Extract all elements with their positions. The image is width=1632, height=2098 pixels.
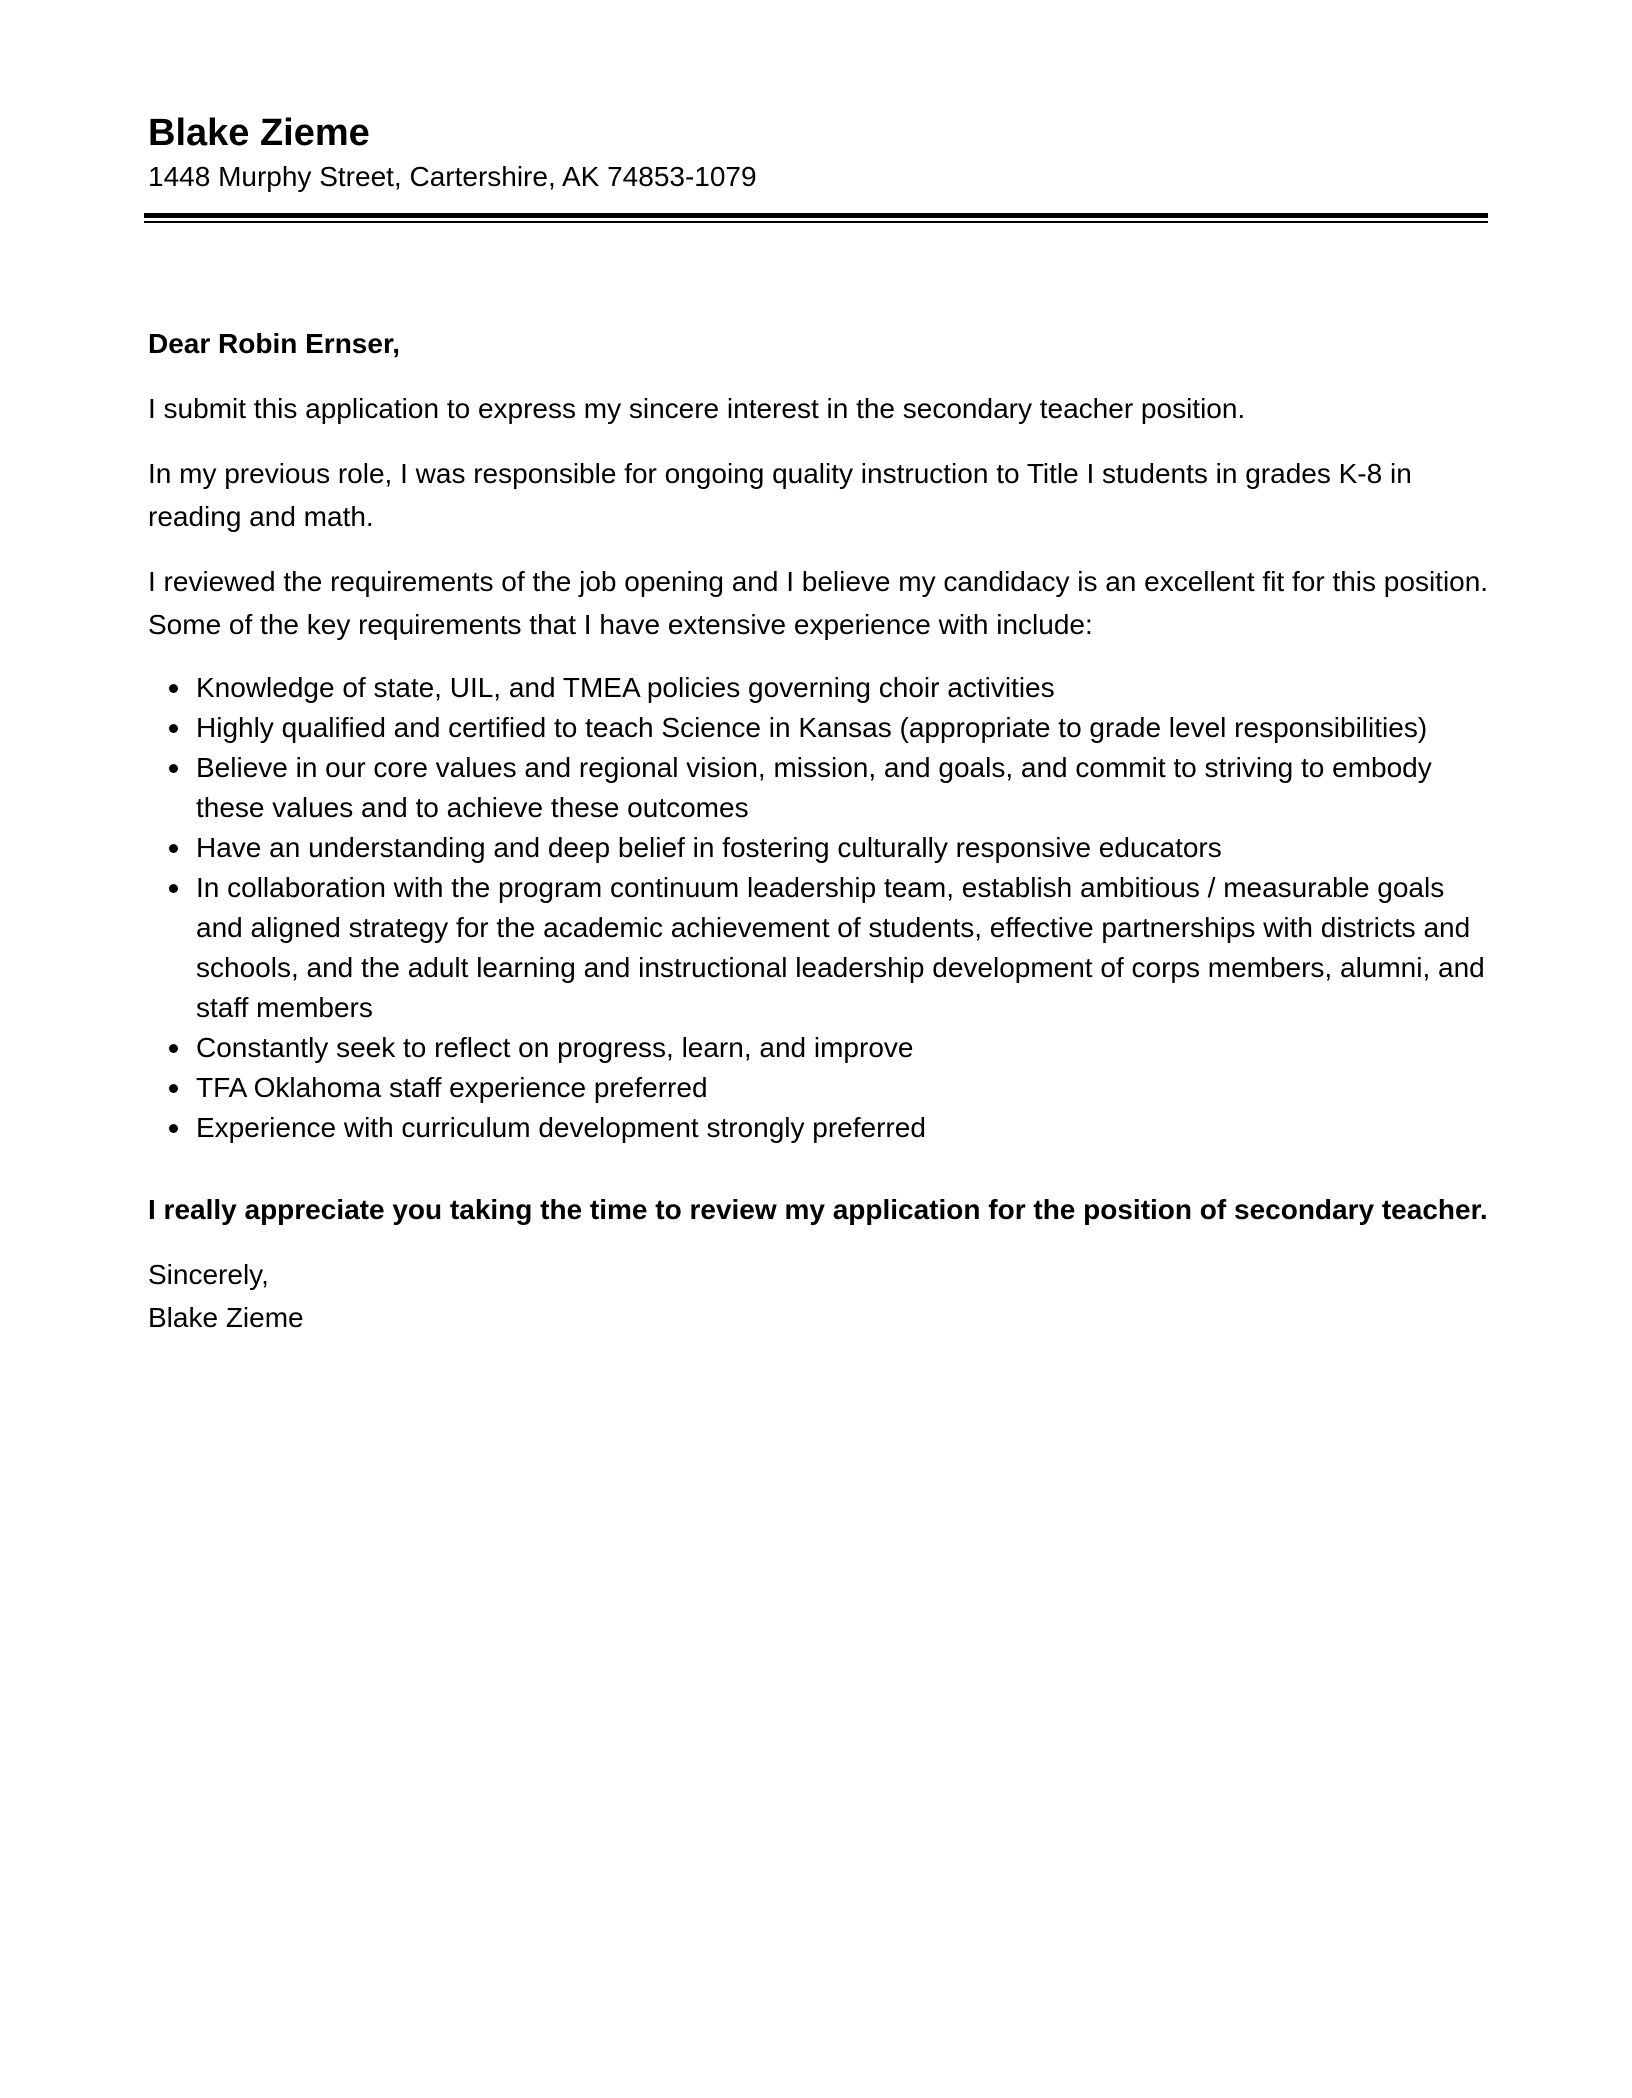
body-paragraph: I submit this application to express my sincere interest in the secondary teacher position. [148, 393, 1246, 424]
list-item-text: Constantly seek to reflect on progress, learn, and improve [196, 1032, 914, 1063]
list-item [148, 668, 1490, 708]
list-item [148, 868, 1490, 1028]
list-item-text: Believe in our core values and regional vision, mission, and goals, and commit to striving to embody these values and to achieve these outcomes [196, 752, 1432, 823]
bullet-icon [169, 884, 178, 893]
list-item [148, 1068, 1490, 1108]
list-item [148, 748, 1490, 828]
signoff: Sincerely, [148, 1259, 269, 1290]
signature: Blake Zieme [148, 1302, 304, 1333]
bullet-icon [169, 724, 178, 733]
body-paragraph: I reviewed the requirements of the job opening and I believe my candidacy is an excellent fit for this position. Some of the key requirements that I have extensive experience with include: [148, 566, 1489, 640]
bullet-icon [169, 1124, 178, 1133]
bullet-icon [169, 684, 178, 693]
letter-body [148, 322, 1490, 1339]
list-item-text: TFA Oklahoma staff experience preferred [196, 1072, 708, 1103]
body-paragraph: In my previous role, I was responsible for ongoing quality instruction to Title I students in grades K-8 in reading and math. [148, 458, 1412, 532]
header-divider-thick [144, 213, 1488, 218]
list-item [148, 828, 1490, 868]
closing-statement: I really appreciate you taking the time to review my application for the position of secondary teacher. [148, 1194, 1488, 1225]
list-item-text: Highly qualified and certified to teach Science in Kansas (appropriate to grade level responsibilities) [196, 712, 1428, 743]
sender-name: Blake Zieme [148, 112, 370, 154]
bullet-icon [169, 1084, 178, 1093]
list-item-text: Knowledge of state, UIL, and TMEA policies governing choir activities [196, 672, 1055, 703]
list-item [148, 708, 1490, 748]
header-divider-thin [144, 221, 1488, 223]
sender-address: 1448 Murphy Street, Cartershire, AK 74853-1079 [148, 161, 757, 192]
bullet-icon [169, 1044, 178, 1053]
requirements-list [148, 668, 1490, 1148]
bullet-icon [169, 764, 178, 773]
salutation: Dear Robin Ernser, [148, 328, 401, 359]
letter-header [148, 110, 1488, 196]
list-item-text: Experience with curriculum development strongly preferred [196, 1112, 926, 1143]
bullet-icon [169, 844, 178, 853]
list-item-text: Have an understanding and deep belief in fostering culturally responsive educators [196, 832, 1222, 863]
list-item [148, 1108, 1490, 1148]
list-item-text: In collaboration with the program continuum leadership team, establish ambitious / measurable goals and aligned strategy for the academic achievement of students, effective partnerships with districts and schools, and the adult learning and instructional leadership development of corps members, alumni, and staff members [196, 872, 1485, 1023]
list-item [148, 1028, 1490, 1068]
